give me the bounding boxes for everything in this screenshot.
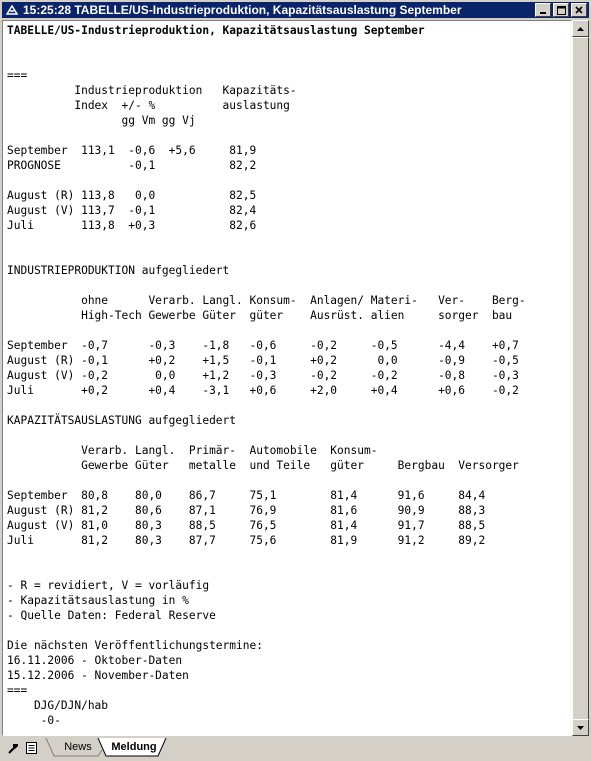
article-line: Juli 81,2 80,3 87,7 75,6 81,9 91,2 89,2 — [7, 534, 486, 547]
article-line: August (V) 113,7 -0,1 82,4 — [7, 204, 257, 217]
article-line: Verarb. Langl. Primär- Automobile Konsum- — [7, 444, 378, 457]
minimize-button[interactable] — [535, 3, 551, 17]
article-line: INDUSTRIEPRODUKTION aufgegliedert — [7, 264, 230, 277]
article-line: ohne Verarb. Langl. Konsum- Anlagen/ Materi- Ver- Berg- — [7, 294, 526, 307]
article-line: DJG/DJN/hab — [7, 699, 109, 712]
vertical-scrollbar[interactable] — [572, 20, 589, 736]
window-title: 15:25:28 TABELLE/US-Industrieproduktion, Kapazitätsauslastung September — [23, 3, 462, 17]
article-line: August (R) -0,1 +0,2 +1,5 -0,1 +0,2 0,0 -0,9 -0,5 — [7, 354, 519, 367]
close-button[interactable] — [571, 3, 587, 17]
article-line: Gewerbe Güter metalle und Teile güter Bergbau Versorger — [7, 459, 519, 472]
article-line: August (V) 81,0 80,3 88,5 76,5 81,4 91,7 88,5 — [7, 519, 486, 532]
article-line: August (V) -0,2 0,0 +1,2 -0,3 -0,2 -0,2 -0,8 -0,3 — [7, 369, 519, 382]
tools-icon[interactable] — [6, 741, 20, 755]
maximize-button[interactable] — [553, 3, 569, 17]
article-line: - Kapazitätsauslastung in % — [7, 594, 189, 607]
article-line: August (R) 81,2 80,6 87,1 76,9 81,6 90,9 88,3 — [7, 504, 486, 517]
article-line: August (R) 113,8 0,0 82,5 — [7, 189, 257, 202]
article-line: September -0,7 -0,3 -1,8 -0,6 -0,2 -0,5 -4,4 +0,7 — [7, 339, 519, 352]
article-line: September 113,1 -0,6 +5,6 81,9 — [7, 144, 257, 157]
article-line: -0- — [7, 714, 61, 727]
scrollbar-thumb[interactable] — [572, 37, 589, 720]
article-line: === — [7, 684, 28, 697]
tab-news[interactable]: News — [64, 741, 92, 753]
scroll-up-button[interactable] — [572, 20, 589, 37]
article-line: - R = revidiert, V = vorläufig — [7, 579, 210, 592]
article-text — [7, 23, 526, 728]
article-line: Die nächsten Veröffentlichungstermine: — [7, 639, 263, 652]
article-line: PROGNOSE -0,1 82,2 — [7, 159, 257, 172]
document-icon[interactable] — [24, 741, 38, 755]
title-bar[interactable] — [2, 2, 589, 18]
article-line: === — [7, 69, 28, 82]
article-line: 15.12.2006 - November-Daten — [7, 669, 189, 682]
article-line: 16.11.2006 - Oktober-Daten — [7, 654, 183, 667]
article-line: Industrieproduktion Kapazitäts- — [7, 84, 297, 97]
article-line: September 80,8 80,0 86,7 75,1 81,4 91,6 84,4 — [7, 489, 486, 502]
arrow-up-icon — [577, 27, 584, 31]
article-body — [7, 69, 526, 727]
app-icon — [5, 3, 19, 17]
scroll-down-button[interactable] — [572, 719, 589, 736]
window-controls — [533, 3, 587, 17]
tab-meldung[interactable]: Meldung — [111, 741, 157, 753]
article-line: High-Tech Gewerbe Güter güter Ausrüst. alien sorger bau — [7, 309, 513, 322]
article-line: KAPAZITÄTSAUSLASTUNG aufgegliedert — [7, 414, 237, 427]
article-line: Index +/- % auslastung — [7, 99, 290, 112]
arrow-down-icon — [577, 726, 584, 730]
tab-bar — [2, 738, 589, 759]
article-line: Juli 113,8 +0,3 82,6 — [7, 219, 257, 232]
article-headline: TABELLE/US-Industrieproduktion, Kapazitätsauslastung September — [7, 24, 425, 37]
article-line: gg Vm gg Vj — [7, 114, 196, 127]
article-line: - Quelle Daten: Federal Reserve — [7, 609, 216, 622]
article-view[interactable] — [2, 20, 572, 736]
article-line: Juli +0,2 +0,4 -3,1 +0,6 +2,0 +0,4 +0,6 -0,2 — [7, 384, 519, 397]
